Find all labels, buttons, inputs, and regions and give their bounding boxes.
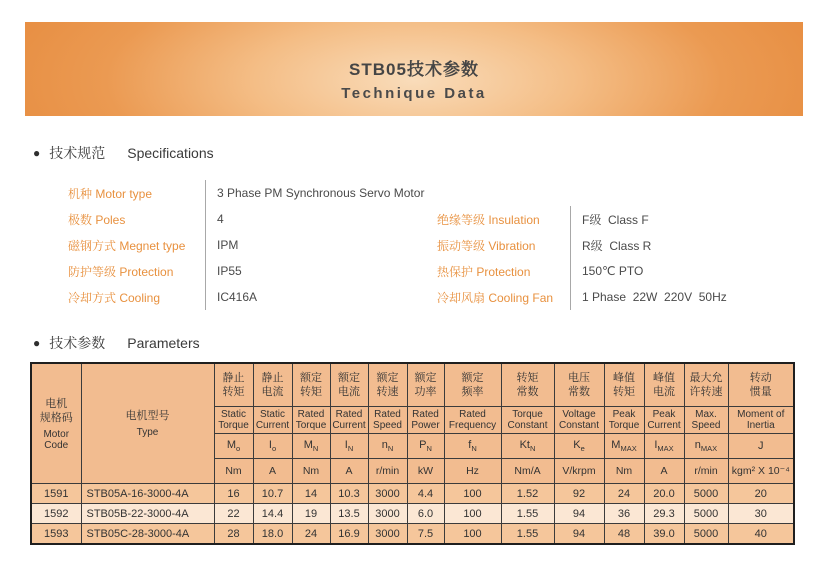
spec-value: F级 Class F bbox=[570, 206, 809, 232]
title-banner bbox=[25, 22, 803, 116]
cell-value: 5000 bbox=[684, 504, 728, 524]
param-header-cn bbox=[292, 363, 330, 407]
param-symbol-base: M bbox=[226, 438, 236, 451]
param-symbol bbox=[368, 434, 407, 459]
cell-value: 6.0 bbox=[407, 504, 444, 524]
param-header-en-text: Torque Constant bbox=[507, 409, 548, 431]
param-symbol-base: M bbox=[611, 438, 621, 451]
param-symbol-subscript: o bbox=[271, 444, 277, 454]
param-symbol bbox=[604, 434, 644, 459]
param-header-en bbox=[214, 407, 253, 434]
param-header-cn-line: 转矩 bbox=[222, 386, 245, 398]
cell-value: 10.7 bbox=[253, 484, 292, 504]
param-header-en-text: Static Current bbox=[255, 409, 290, 431]
param-header-en-text: Rated Current bbox=[332, 409, 366, 431]
param-symbol-subscript: MAX bbox=[620, 444, 637, 454]
param-header-cn-line: 常数 bbox=[516, 386, 539, 398]
cell-value: 5000 bbox=[684, 484, 728, 504]
param-header-cn bbox=[214, 363, 253, 407]
param-header-en bbox=[292, 407, 330, 434]
param-symbol-subscript: N bbox=[347, 444, 354, 454]
param-symbol-base: f bbox=[468, 438, 472, 451]
param-header-cn bbox=[728, 363, 794, 407]
param-symbol-base: J bbox=[758, 440, 764, 452]
motor-code-label-cn: 规格码 bbox=[39, 411, 73, 424]
param-header-cn-line: 电流 bbox=[653, 386, 675, 398]
spec-label: 冷却方式 Cooling bbox=[68, 290, 161, 305]
param-header-en-text: Rated Torque bbox=[295, 409, 327, 431]
cell-value: 3000 bbox=[368, 524, 407, 545]
param-symbol-base: M bbox=[303, 438, 313, 451]
param-header-en-text: Max. Speed bbox=[691, 409, 721, 431]
param-header-cn-line: 峰值 bbox=[613, 372, 635, 384]
cell-value: 13.5 bbox=[330, 504, 368, 524]
param-symbol-base: I bbox=[344, 438, 348, 451]
spec-value: IP55 bbox=[205, 258, 437, 284]
spec-row-thermal-protection bbox=[437, 258, 809, 284]
col-header-motor-code bbox=[31, 363, 81, 484]
spec-value: 1 Phase 22W 220V 50Hz bbox=[570, 284, 809, 310]
param-symbol bbox=[684, 434, 728, 459]
spec-label: 极数 Poles bbox=[68, 212, 126, 227]
spec-value: 150℃ PTO bbox=[570, 258, 809, 284]
param-unit: Nm bbox=[604, 459, 644, 484]
param-header-cn-line: 静止 bbox=[222, 372, 245, 384]
param-symbol bbox=[214, 434, 253, 459]
param-symbol bbox=[444, 434, 501, 459]
cell-value: 16.9 bbox=[330, 524, 368, 545]
spec-label: 机种 Motor type bbox=[68, 186, 153, 201]
param-header-cn bbox=[604, 363, 644, 407]
param-unit: Nm/A bbox=[501, 459, 554, 484]
param-symbol bbox=[407, 434, 444, 459]
param-header-cn-line: 转动 bbox=[749, 372, 772, 384]
specifications-block bbox=[68, 180, 826, 310]
param-header-cn bbox=[330, 363, 368, 407]
spec-row-protection bbox=[68, 258, 437, 284]
spec-label: 冷却风扇 Cooling Fan bbox=[437, 290, 554, 305]
param-header-cn bbox=[444, 363, 501, 407]
param-header-cn bbox=[684, 363, 728, 407]
param-header-cn-line: 常数 bbox=[568, 386, 590, 398]
spec-value: R级 Class R bbox=[570, 232, 809, 258]
banner-title-cn: STB05技术参数 bbox=[349, 59, 479, 79]
param-symbol bbox=[253, 434, 292, 459]
cell-value: 100 bbox=[444, 484, 501, 504]
param-header-cn-line: 额定 bbox=[338, 372, 360, 384]
param-header-en-text: Static Torque bbox=[218, 409, 249, 431]
cell-type: STB05C-28-3000-4A bbox=[81, 524, 214, 545]
cell-value: 100 bbox=[444, 504, 501, 524]
cell-value: 30 bbox=[728, 504, 794, 524]
param-header-cn bbox=[501, 363, 554, 407]
param-header-en-text: Peak Current bbox=[647, 409, 681, 431]
cell-value: 22 bbox=[214, 504, 253, 524]
cell-value: 1.52 bbox=[501, 484, 554, 504]
cell-motor-code: 1591 bbox=[31, 484, 81, 504]
motor-code-label-en: Code bbox=[44, 439, 69, 451]
param-header-cn bbox=[644, 363, 684, 407]
param-symbol-subscript: N bbox=[312, 444, 319, 454]
param-unit: V/krpm bbox=[554, 459, 604, 484]
spec-row-poles bbox=[68, 206, 437, 232]
cell-value: 24 bbox=[604, 484, 644, 504]
section-title-en: Parameters bbox=[127, 335, 200, 351]
cell-motor-code: 1592 bbox=[31, 504, 81, 524]
cell-value: 28 bbox=[214, 524, 253, 545]
cell-value: 36 bbox=[604, 504, 644, 524]
col-header-type bbox=[81, 363, 214, 484]
param-symbol-base: Kt bbox=[519, 438, 530, 451]
section-title-en: Specifications bbox=[127, 145, 214, 161]
param-unit: A bbox=[644, 459, 684, 484]
param-header-en bbox=[644, 407, 684, 434]
cell-value: 10.3 bbox=[330, 484, 368, 504]
param-header-cn bbox=[253, 363, 292, 407]
param-header-cn-line: 电压 bbox=[568, 372, 590, 384]
param-symbol bbox=[728, 434, 794, 459]
cell-motor-code: 1593 bbox=[31, 524, 81, 545]
param-symbol bbox=[330, 434, 368, 459]
param-header-cn bbox=[368, 363, 407, 407]
spec-value: IC416A bbox=[205, 284, 437, 310]
cell-value: 16 bbox=[214, 484, 253, 504]
cell-value: 20 bbox=[728, 484, 794, 504]
cell-value: 1.55 bbox=[501, 504, 554, 524]
cell-value: 3000 bbox=[368, 504, 407, 524]
spec-row-magnet-type bbox=[68, 232, 437, 258]
param-unit: r/min bbox=[684, 459, 728, 484]
section-title-cn: 技术参数 bbox=[49, 335, 106, 351]
specifications-left-column bbox=[68, 180, 437, 310]
cell-value: 14.4 bbox=[253, 504, 292, 524]
param-header-en bbox=[253, 407, 292, 434]
param-symbol-subscript: N bbox=[529, 444, 536, 454]
param-header-cn-line: 峰值 bbox=[653, 372, 675, 384]
motor-code-label-en: Motor bbox=[43, 428, 70, 440]
cell-value: 20.0 bbox=[644, 484, 684, 504]
param-header-cn-line: 功率 bbox=[414, 386, 437, 398]
param-header-en-text: Rated Power bbox=[411, 409, 440, 431]
cell-value: 24 bbox=[292, 524, 330, 545]
param-header-cn-line: 转矩 bbox=[613, 386, 635, 398]
cell-value: 29.3 bbox=[644, 504, 684, 524]
param-symbol bbox=[292, 434, 330, 459]
cell-value: 5000 bbox=[684, 524, 728, 545]
param-header-en-text: Rated Speed bbox=[373, 409, 402, 431]
specifications-right-column bbox=[437, 206, 809, 310]
param-header-cn-line: 最大允 bbox=[689, 372, 723, 384]
spec-label: 绝缘等级 Insulation bbox=[437, 212, 540, 227]
param-header-en bbox=[407, 407, 444, 434]
param-header-cn-line: 额定 bbox=[376, 372, 399, 384]
param-header-en bbox=[684, 407, 728, 434]
param-header-cn-line: 许转速 bbox=[689, 386, 723, 398]
cell-value: 39.0 bbox=[644, 524, 684, 545]
param-symbol-subscript: N bbox=[387, 444, 394, 454]
param-header-en-text: Peak Torque bbox=[608, 409, 640, 431]
param-symbol-base: n bbox=[694, 438, 701, 451]
param-header-cn-line: 电流 bbox=[261, 386, 284, 398]
param-header-cn-line: 转矩 bbox=[300, 386, 322, 398]
cell-value: 100 bbox=[444, 524, 501, 545]
type-label-cn: 电机型号 bbox=[125, 410, 170, 422]
cell-value: 14 bbox=[292, 484, 330, 504]
bullet-icon: ● bbox=[33, 146, 41, 160]
param-header-en bbox=[368, 407, 407, 434]
cell-value: 18.0 bbox=[253, 524, 292, 545]
spec-label: 热保护 Protection bbox=[437, 264, 531, 279]
spec-value: 3 Phase PM Synchronous Servo Motor bbox=[205, 180, 437, 206]
param-symbol-base: K bbox=[573, 438, 581, 451]
param-symbol bbox=[644, 434, 684, 459]
cell-value: 92 bbox=[554, 484, 604, 504]
spec-row-motor-type bbox=[68, 180, 437, 206]
cell-value: 19 bbox=[292, 504, 330, 524]
cell-value: 94 bbox=[554, 504, 604, 524]
param-unit: r/min bbox=[368, 459, 407, 484]
section-title-cn: 技术规范 bbox=[49, 145, 106, 161]
table-row bbox=[31, 524, 794, 545]
param-header-cn bbox=[407, 363, 444, 407]
cell-type: STB05B-22-3000-4A bbox=[81, 504, 214, 524]
cell-value: 94 bbox=[554, 524, 604, 545]
section-heading-parameters bbox=[33, 333, 826, 353]
cell-value: 4.4 bbox=[407, 484, 444, 504]
spec-label: 磁钢方式 Megnet type bbox=[68, 238, 186, 253]
param-header-en bbox=[444, 407, 501, 434]
spec-label: 防护等级 Protection bbox=[68, 264, 174, 279]
spec-row-cooling bbox=[68, 284, 437, 310]
param-header-en-text: Rated Frequency bbox=[448, 409, 497, 431]
cell-value: 1.55 bbox=[501, 524, 554, 545]
param-header-cn-line: 转速 bbox=[376, 386, 399, 398]
param-header-cn bbox=[554, 363, 604, 407]
param-header-cn-line: 额定 bbox=[461, 372, 484, 384]
param-header-en bbox=[330, 407, 368, 434]
param-unit: Nm bbox=[292, 459, 330, 484]
param-header-en-text: Moment of Inertia bbox=[737, 409, 785, 431]
spec-value: 4 bbox=[205, 206, 437, 232]
table-row bbox=[31, 504, 794, 524]
param-unit: Nm bbox=[214, 459, 253, 484]
cell-value: 48 bbox=[604, 524, 644, 545]
banner-title-en: Technique Data bbox=[341, 84, 487, 102]
param-symbol bbox=[554, 434, 604, 459]
type-label-en: Type bbox=[136, 427, 159, 438]
param-header-en bbox=[604, 407, 644, 434]
param-symbol-base: n bbox=[381, 438, 388, 451]
param-symbol-subscript: N bbox=[471, 444, 477, 454]
param-unit: kW bbox=[407, 459, 444, 484]
param-header-en-text: Voltage Constant bbox=[558, 409, 600, 431]
param-header-en bbox=[501, 407, 554, 434]
param-header-cn-line: 静止 bbox=[261, 372, 284, 384]
param-symbol-base: I bbox=[654, 438, 658, 451]
param-symbol-subscript: MAX bbox=[700, 444, 718, 454]
param-unit: A bbox=[253, 459, 292, 484]
param-symbol-subscript: N bbox=[426, 444, 432, 454]
parameters-table bbox=[30, 362, 795, 545]
table-row bbox=[31, 484, 794, 504]
motor-code-label-cn: 电机 bbox=[45, 397, 68, 410]
spec-row-vibration bbox=[437, 232, 809, 258]
bullet-icon: ● bbox=[33, 336, 41, 350]
cell-value: 3000 bbox=[368, 484, 407, 504]
spec-row-cooling-fan bbox=[437, 284, 809, 310]
param-header-en bbox=[554, 407, 604, 434]
param-header-cn-line: 电流 bbox=[338, 386, 360, 398]
param-symbol bbox=[501, 434, 554, 459]
param-unit: A bbox=[330, 459, 368, 484]
param-symbol-subscript: MAX bbox=[657, 444, 674, 454]
param-symbol-base: I bbox=[268, 438, 272, 451]
param-unit: kgm² X 10⁻⁴ bbox=[728, 459, 794, 484]
param-header-cn-line: 频率 bbox=[461, 386, 484, 398]
section-heading-specifications bbox=[33, 143, 826, 163]
param-unit: Hz bbox=[444, 459, 501, 484]
spec-value: IPM bbox=[205, 232, 437, 258]
cell-type: STB05A-16-3000-4A bbox=[81, 484, 214, 504]
cell-value: 7.5 bbox=[407, 524, 444, 545]
param-header-en bbox=[728, 407, 794, 434]
spec-row-insulation bbox=[437, 206, 809, 232]
param-symbol-subscript: o bbox=[236, 444, 241, 454]
param-symbol-subscript: e bbox=[580, 444, 585, 454]
param-header-cn-line: 转矩 bbox=[516, 372, 539, 384]
param-header-cn-line: 惯量 bbox=[749, 386, 772, 398]
param-symbol-base: P bbox=[419, 438, 427, 451]
param-header-cn-line: 额定 bbox=[300, 372, 322, 384]
param-header-cn-line: 额定 bbox=[414, 372, 437, 384]
cell-value: 40 bbox=[728, 524, 794, 545]
spec-label: 振动等级 Vibration bbox=[437, 238, 536, 253]
